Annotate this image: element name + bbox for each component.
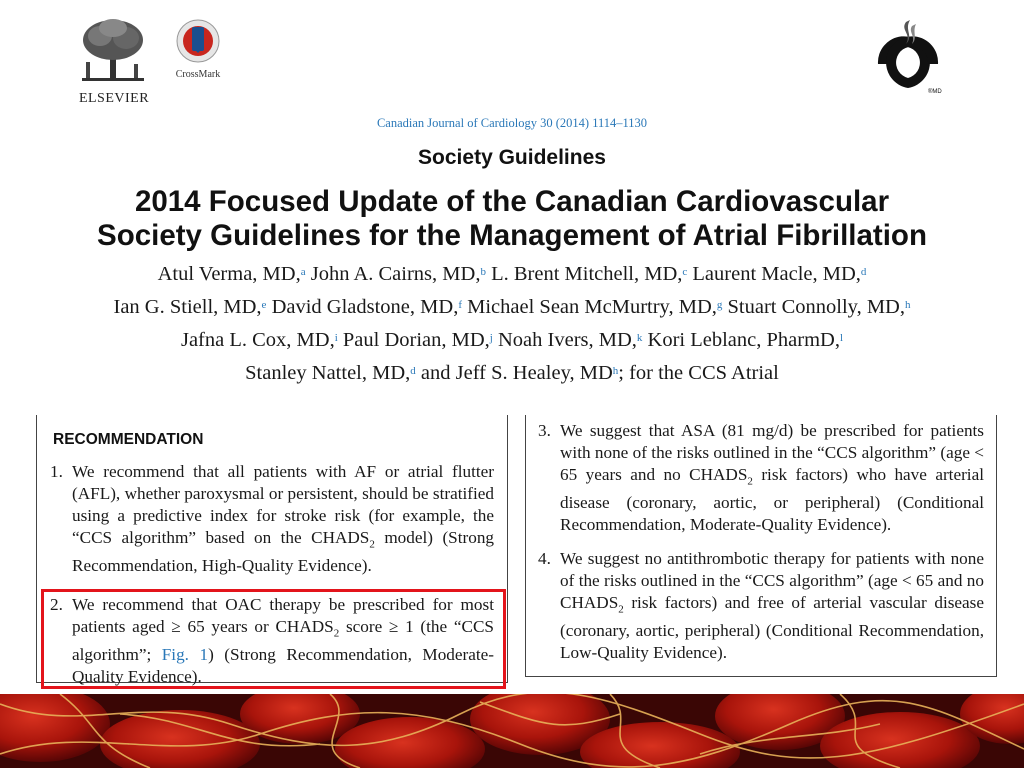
blood-cells-banner xyxy=(0,694,1024,768)
crossmark-badge[interactable] xyxy=(166,18,230,80)
recommendation-item-4 xyxy=(538,548,984,664)
article-title-line-1: 2014 Focused Update of the Canadian Cardiovascular xyxy=(134,185,890,218)
highlight-box-item-2 xyxy=(41,589,506,689)
publisher-name: ELSEVIER xyxy=(78,91,150,106)
author-name: Noah Ivers, MD, xyxy=(492,329,637,351)
recommendation-heading: RECOMMENDATION xyxy=(53,431,204,448)
journal-citation[interactable]: Canadian Journal of Cardiology 30 (2014) 1114–1130 xyxy=(376,116,648,130)
article-title-line-2: Society Guidelines for the Management of Atrial Fibrillation xyxy=(97,219,927,252)
author-name: Jafna L. Cox, MD, xyxy=(180,329,335,351)
author-line-2 xyxy=(40,291,984,324)
author-name: John A. Cairns, MD, xyxy=(305,263,481,285)
author-name: Ian G. Stiell, MD, xyxy=(113,296,262,318)
affiliation-marker[interactable]: k xyxy=(636,332,643,344)
author-name: Michael Sean McMurtry, MD, xyxy=(462,296,717,318)
item-text: We suggest that ASA (81 mg/d) be prescribed for patients with none of the risks outlined in the “CCS algorithm” (age < 65 years and no $CHADS_2$ risk factors) who have arterial disease (coronary, aortic, or peripheral) (Conditional Recommendation, Moderate-Quality Evidence). xyxy=(560,421,984,535)
author-name: Kori Leblanc, PharmD, xyxy=(642,329,840,351)
blood-cells-image xyxy=(0,694,1024,768)
affiliation-marker[interactable]: d xyxy=(410,365,416,377)
affiliation-marker[interactable]: g xyxy=(716,299,723,311)
crossmark-icon xyxy=(175,18,221,64)
affiliation-marker[interactable]: a xyxy=(300,266,306,278)
ccs-society-logo-icon xyxy=(868,16,948,96)
author-name: Stanley Nattel, MD, xyxy=(245,362,411,384)
affiliation-marker[interactable]: b xyxy=(480,266,486,278)
author-list xyxy=(40,258,984,390)
author-line-1 xyxy=(40,258,984,291)
author-name: Atul Verma, MD, xyxy=(157,263,301,285)
affiliation-marker[interactable]: j xyxy=(489,332,493,344)
author-group: ; for the CCS Atrial xyxy=(618,362,779,384)
crossmark-label: CrossMark xyxy=(175,69,221,80)
figure-link[interactable]: Fig. 1 xyxy=(161,645,209,665)
author-name: David Gladstone, MD, xyxy=(266,296,459,318)
affiliation-marker[interactable]: d xyxy=(860,266,867,278)
affiliation-marker[interactable]: c xyxy=(682,266,688,278)
author-line-3 xyxy=(40,324,984,357)
affiliation-marker[interactable]: f xyxy=(458,299,462,311)
item-text: We suggest no antithrombotic therapy for patients with none of the risks outlined in the “CCS algorithm” (age < 65 and no $CHADS_2$ risk factors) and free of arterial vascular disease (coronary, aortic, peripheral) (Conditional Recommendation, Low-Quality Evidence). xyxy=(560,549,984,663)
author-name: Paul Dorian, MD, xyxy=(337,329,490,351)
author-name: Laurent Macle, MD, xyxy=(687,263,861,285)
item-text: We recommend that OAC therapy be prescribed for most patients aged ≥ 65 years or $CHADS_2$ score ≥ 1 (the “CCS algorithm”; Fig. 1) (Strong Recommendation, Moderate-Quality Evidence). xyxy=(72,595,494,687)
author-line-4 xyxy=(40,357,984,390)
item-number: 2. xyxy=(50,595,63,614)
affiliation-marker[interactable]: l xyxy=(839,332,844,344)
recommendation-item-3 xyxy=(538,420,984,536)
affiliation-marker[interactable]: i xyxy=(334,332,338,344)
item-number: 3. xyxy=(538,421,551,440)
section-label: Society Guidelines xyxy=(418,146,606,169)
article-title xyxy=(0,185,1024,253)
ccs-logo-mark: ®MD xyxy=(928,89,942,95)
item-number: 4. xyxy=(538,549,551,568)
recommendation-item-1 xyxy=(50,461,494,577)
elsevier-logo xyxy=(72,18,156,108)
affiliation-marker[interactable]: h xyxy=(904,299,911,311)
author-name: and Jeff S. Healey, MD xyxy=(415,362,613,384)
elsevier-tree-icon xyxy=(78,18,148,84)
affiliation-marker[interactable]: e xyxy=(261,299,267,311)
affiliation-marker[interactable]: h xyxy=(612,365,619,377)
item-number: 1. xyxy=(50,462,63,481)
author-name: Stuart Connolly, MD, xyxy=(722,296,905,318)
author-name: L. Brent Mitchell, MD, xyxy=(485,263,683,285)
item-text: We recommend that all patients with AF or atrial flutter (AFL), whether paroxysmal or persistent, should be stratified using a predictive index for stroke risk (for example, the “CCS algorithm” based on the $CHADS_2$ model) (Strong Recommendation, High-Quality Evidence). xyxy=(72,462,495,576)
